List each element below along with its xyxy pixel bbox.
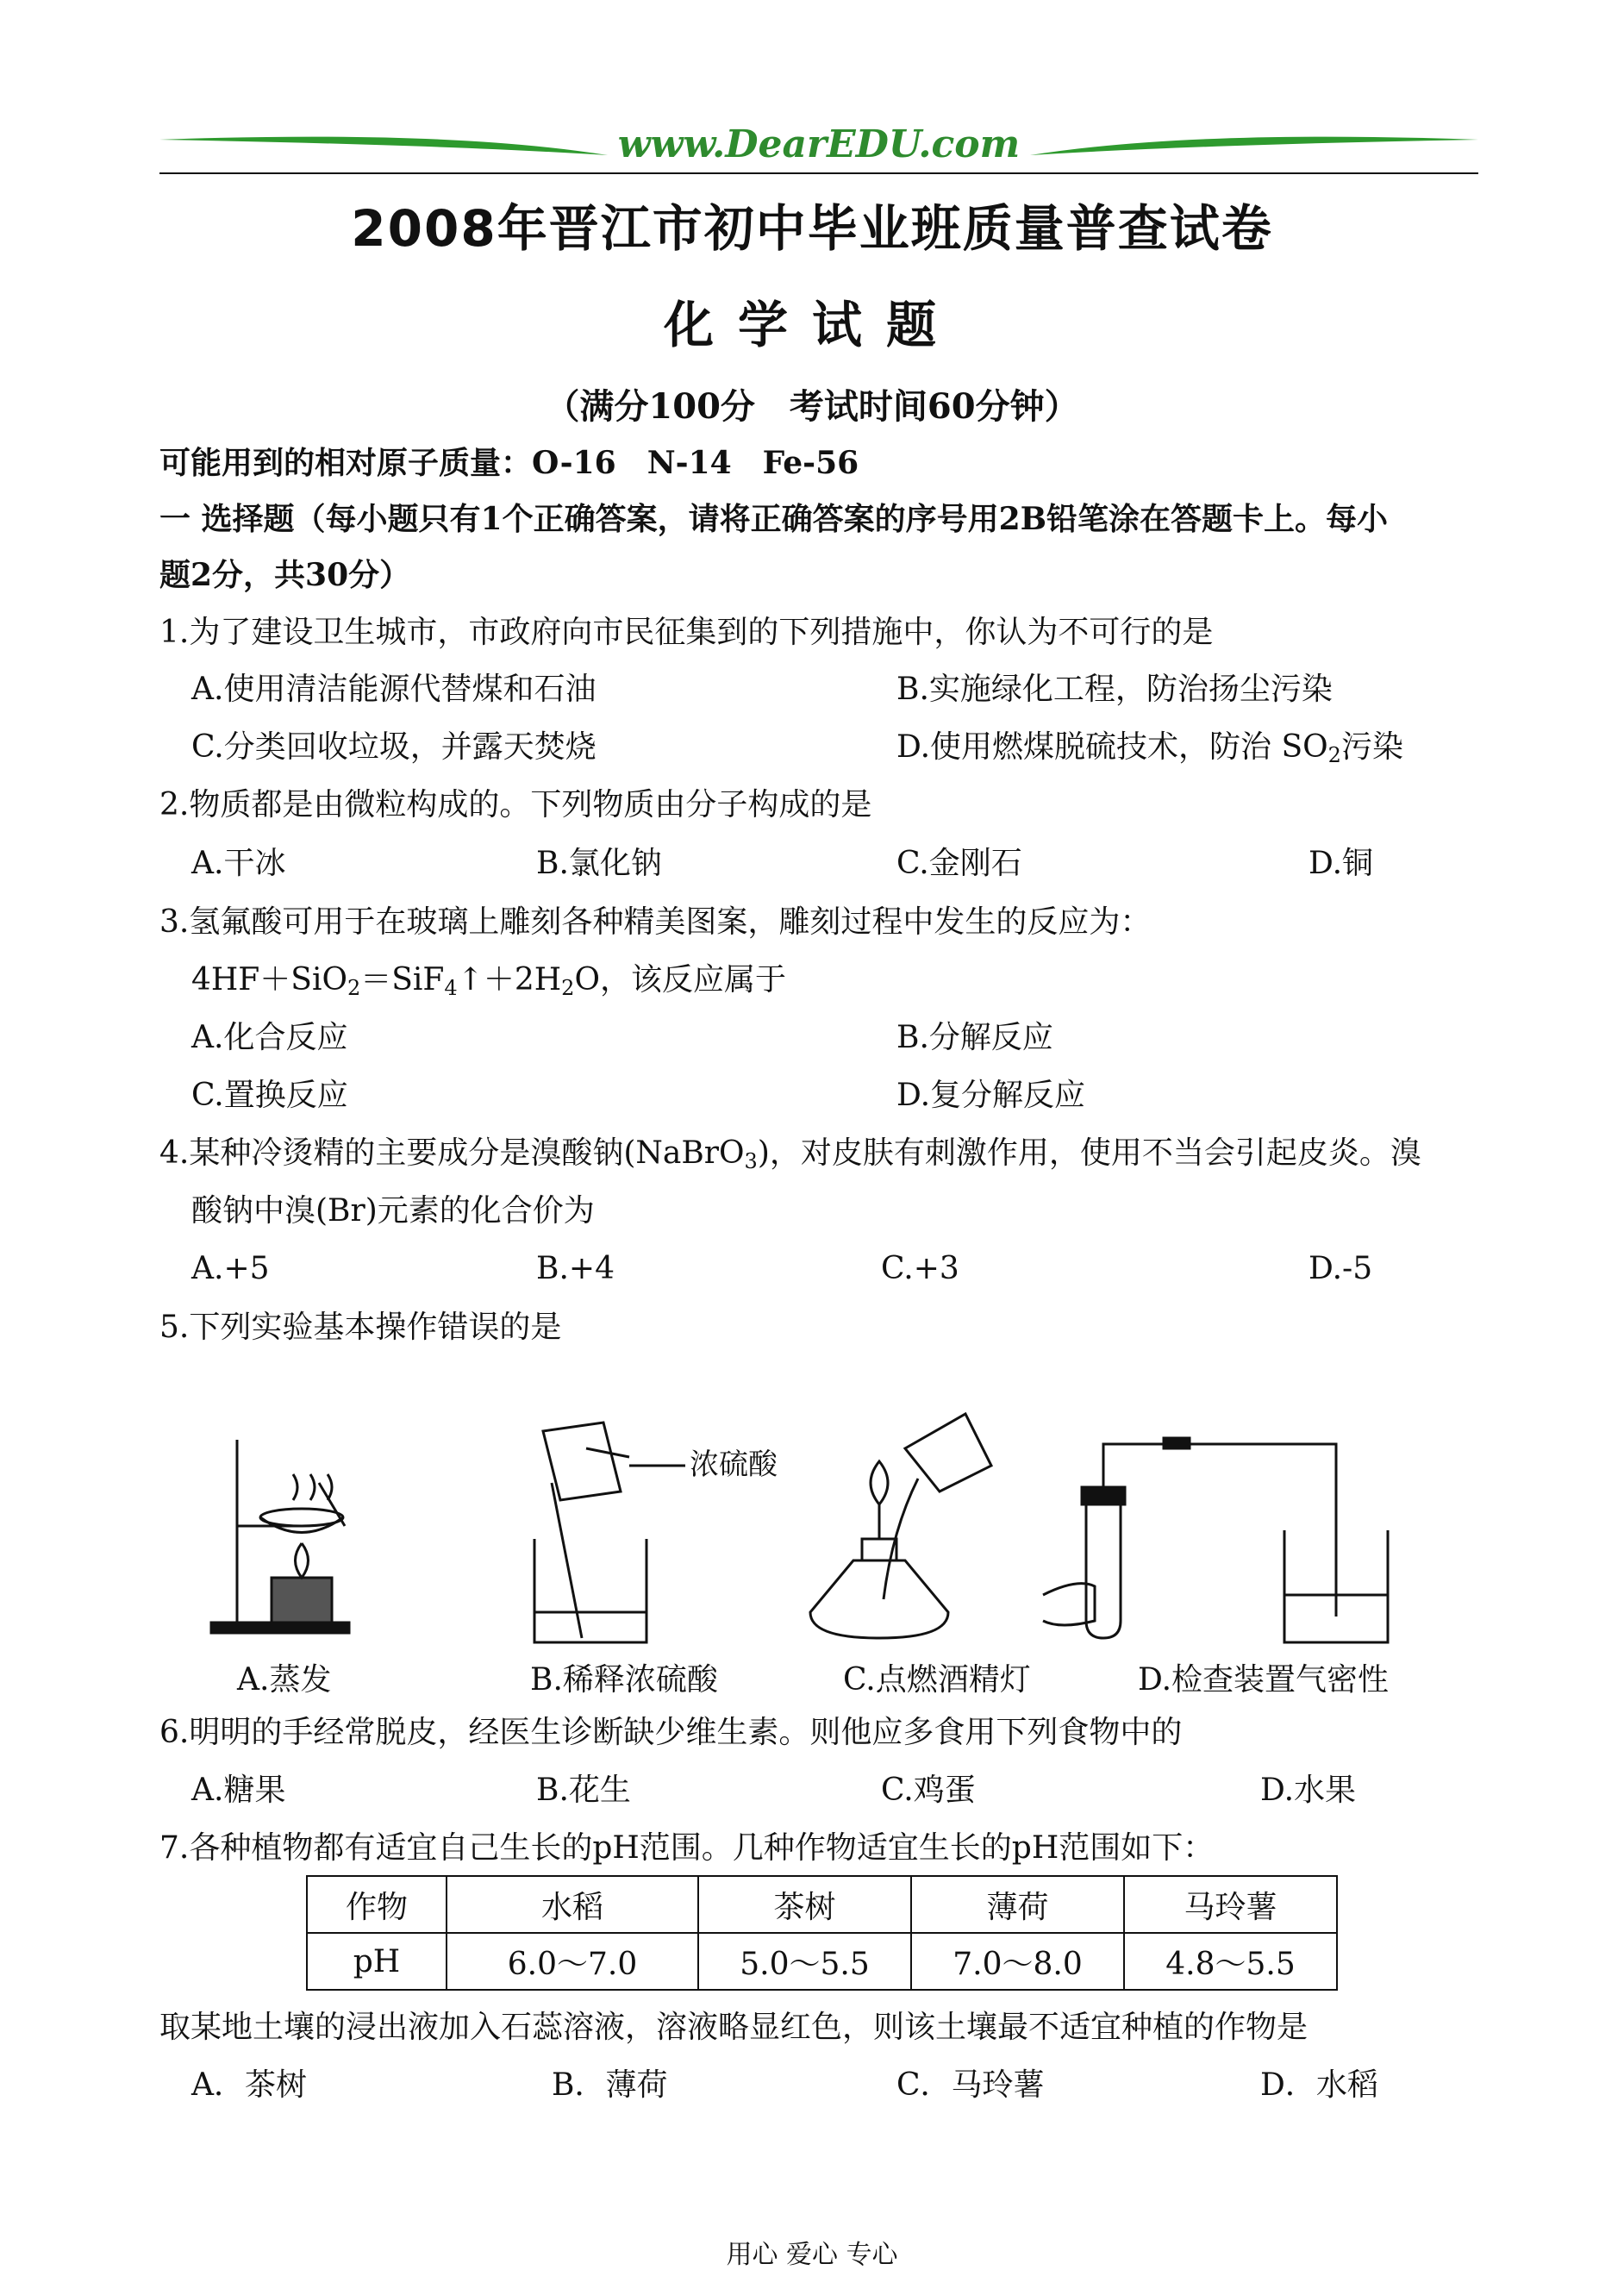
dilution-apparatus-icon bbox=[534, 1423, 646, 1642]
table-cell: 5.0～5.5 bbox=[698, 1933, 911, 1990]
q2-stem: 2.物质都是由微粒构成的。下列物质由分子构成的是 bbox=[159, 787, 872, 822]
table-cell: 6.0～7.0 bbox=[447, 1933, 698, 1990]
q1-option-d: D.使用燃煤脱硫技术，防治 $SO_2$污染 bbox=[896, 729, 1403, 767]
q1-stem: 1.为了建设卫生城市，市政府向市民征集到的下列措施中，你认为不可行的是 bbox=[159, 615, 1214, 650]
q3-option-a: A.化合反应 bbox=[191, 1020, 348, 1055]
q1-option-c: C.分类回收垃圾，并露天焚烧 bbox=[191, 729, 597, 765]
q2-option-b: B.氯化钠 bbox=[536, 846, 662, 881]
page-footer: 用心 爱心 专心 bbox=[726, 2240, 898, 2270]
q5-figure bbox=[172, 1397, 1483, 1647]
q7-followup: 取某地土壤的浸出液加入石蕊溶液，溶液略显红色，则该土壤最不适宜种植的作物是 bbox=[159, 2010, 1309, 2045]
ph-table bbox=[306, 1875, 1338, 1991]
q7-option-b: B．薄荷 bbox=[552, 2067, 668, 2103]
logo-swoosh-icon bbox=[159, 121, 1478, 172]
exam-info: （满分100分 考试时间60分钟） bbox=[545, 386, 1079, 427]
logo-text: www.DearEDU.com bbox=[617, 122, 1021, 166]
label-conc-acid: 浓硫酸 bbox=[690, 1448, 778, 1482]
table-row bbox=[307, 1876, 1337, 1933]
alcohol-lamp-icon bbox=[810, 1414, 991, 1638]
table-header-cell: 作物 bbox=[307, 1876, 447, 1933]
q7-stem: 7.各种植物都有适宜自己生长的pH范围。几种作物适宜生长的pH范围如下： bbox=[159, 1830, 1215, 1866]
q4-stem-cont: 酸钠中溴(Br)元素的化合价为 bbox=[191, 1193, 595, 1229]
q4-option-a: A.+5 bbox=[191, 1251, 270, 1286]
table-row bbox=[307, 1933, 1337, 1990]
header-logo bbox=[159, 121, 1478, 172]
table-header-cell: 水稻 bbox=[447, 1876, 698, 1933]
q2-option-d: D.铜 bbox=[1309, 846, 1374, 881]
subject-title: 化学试题 bbox=[663, 296, 960, 354]
q2-option-c: C.金刚石 bbox=[896, 846, 1022, 881]
evaporation-apparatus-icon bbox=[211, 1440, 349, 1633]
q4-option-c: C.+3 bbox=[881, 1251, 959, 1286]
airtightness-test-icon bbox=[1043, 1438, 1388, 1642]
section1-heading: 一 选择题（每小题只有1个正确答案，请将正确答案的序号用2B铅笔涂在答题卡上。每小 bbox=[159, 501, 1389, 537]
table-cell: pH bbox=[307, 1933, 447, 1990]
q1-option-b: B.实施绿化工程，防治扬尘污染 bbox=[896, 672, 1333, 707]
table-header-cell: 薄荷 bbox=[911, 1876, 1124, 1933]
q5-option-c: C.点燃酒精灯 bbox=[843, 1662, 1031, 1698]
q5-option-b: B.稀释浓硫酸 bbox=[530, 1662, 718, 1698]
q5-stem: 5.下列实验基本操作错误的是 bbox=[159, 1310, 562, 1345]
q2-option-a: A.干冰 bbox=[191, 846, 286, 881]
q6-option-a: A.糖果 bbox=[191, 1773, 286, 1808]
q3-option-d: D.复分解反应 bbox=[896, 1078, 1086, 1113]
q3-option-c: C.置换反应 bbox=[191, 1078, 348, 1113]
exam-title: 2008年晋江市初中毕业班质量普查试卷 bbox=[351, 199, 1273, 258]
q6-option-c: C.鸡蛋 bbox=[881, 1773, 976, 1808]
q4-option-d: D.-5 bbox=[1309, 1251, 1373, 1286]
q3-stem: 3.氢氟酸可用于在玻璃上雕刻各种精美图案，雕刻过程中发生的反应为： bbox=[159, 904, 1152, 940]
q7-option-a: A．茶树 bbox=[191, 2067, 307, 2103]
header-rule bbox=[159, 172, 1478, 174]
q4-option-b: B.+4 bbox=[536, 1251, 615, 1286]
table-cell: 4.8～5.5 bbox=[1124, 1933, 1337, 1990]
table-header-cell: 茶树 bbox=[698, 1876, 911, 1933]
q6-stem: 6.明明的手经常脱皮，经医生诊断缺少维生素。则他应多食用下列食物中的 bbox=[159, 1715, 1183, 1750]
q6-option-b: B.花生 bbox=[536, 1773, 631, 1808]
q3-option-b: B.分解反应 bbox=[896, 1020, 1053, 1055]
q6-option-d: D.水果 bbox=[1260, 1773, 1357, 1808]
q7-option-d: D．水稻 bbox=[1260, 2067, 1378, 2103]
section1-heading-cont: 题2分，共30分） bbox=[159, 557, 411, 593]
q5-option-a: A.蒸发 bbox=[237, 1662, 332, 1698]
q1-option-a: A.使用清洁能源代替煤和石油 bbox=[191, 672, 597, 707]
table-cell: 7.0～8.0 bbox=[911, 1933, 1124, 1990]
q7-option-c: C．马玲薯 bbox=[896, 2067, 1045, 2103]
q5-option-d: D.检查装置气密性 bbox=[1138, 1662, 1390, 1698]
table-header-cell: 马玲薯 bbox=[1124, 1876, 1337, 1933]
lab-apparatus-illustration bbox=[172, 1397, 1483, 1647]
q3-equation: $4HF+SiO_2=SiF_4↑+2H_2O$，该反应属于 bbox=[191, 962, 786, 1000]
atomic-masses: 可能用到的相对原子质量：O-16 N-14 Fe-56 bbox=[159, 445, 859, 481]
q4-stem: 4.某种冷烫精的主要成分是溴酸钠(NaBrO$_3$)，对皮肤有刺激作用，使用不当会引起皮炎。溴 bbox=[159, 1135, 1421, 1173]
